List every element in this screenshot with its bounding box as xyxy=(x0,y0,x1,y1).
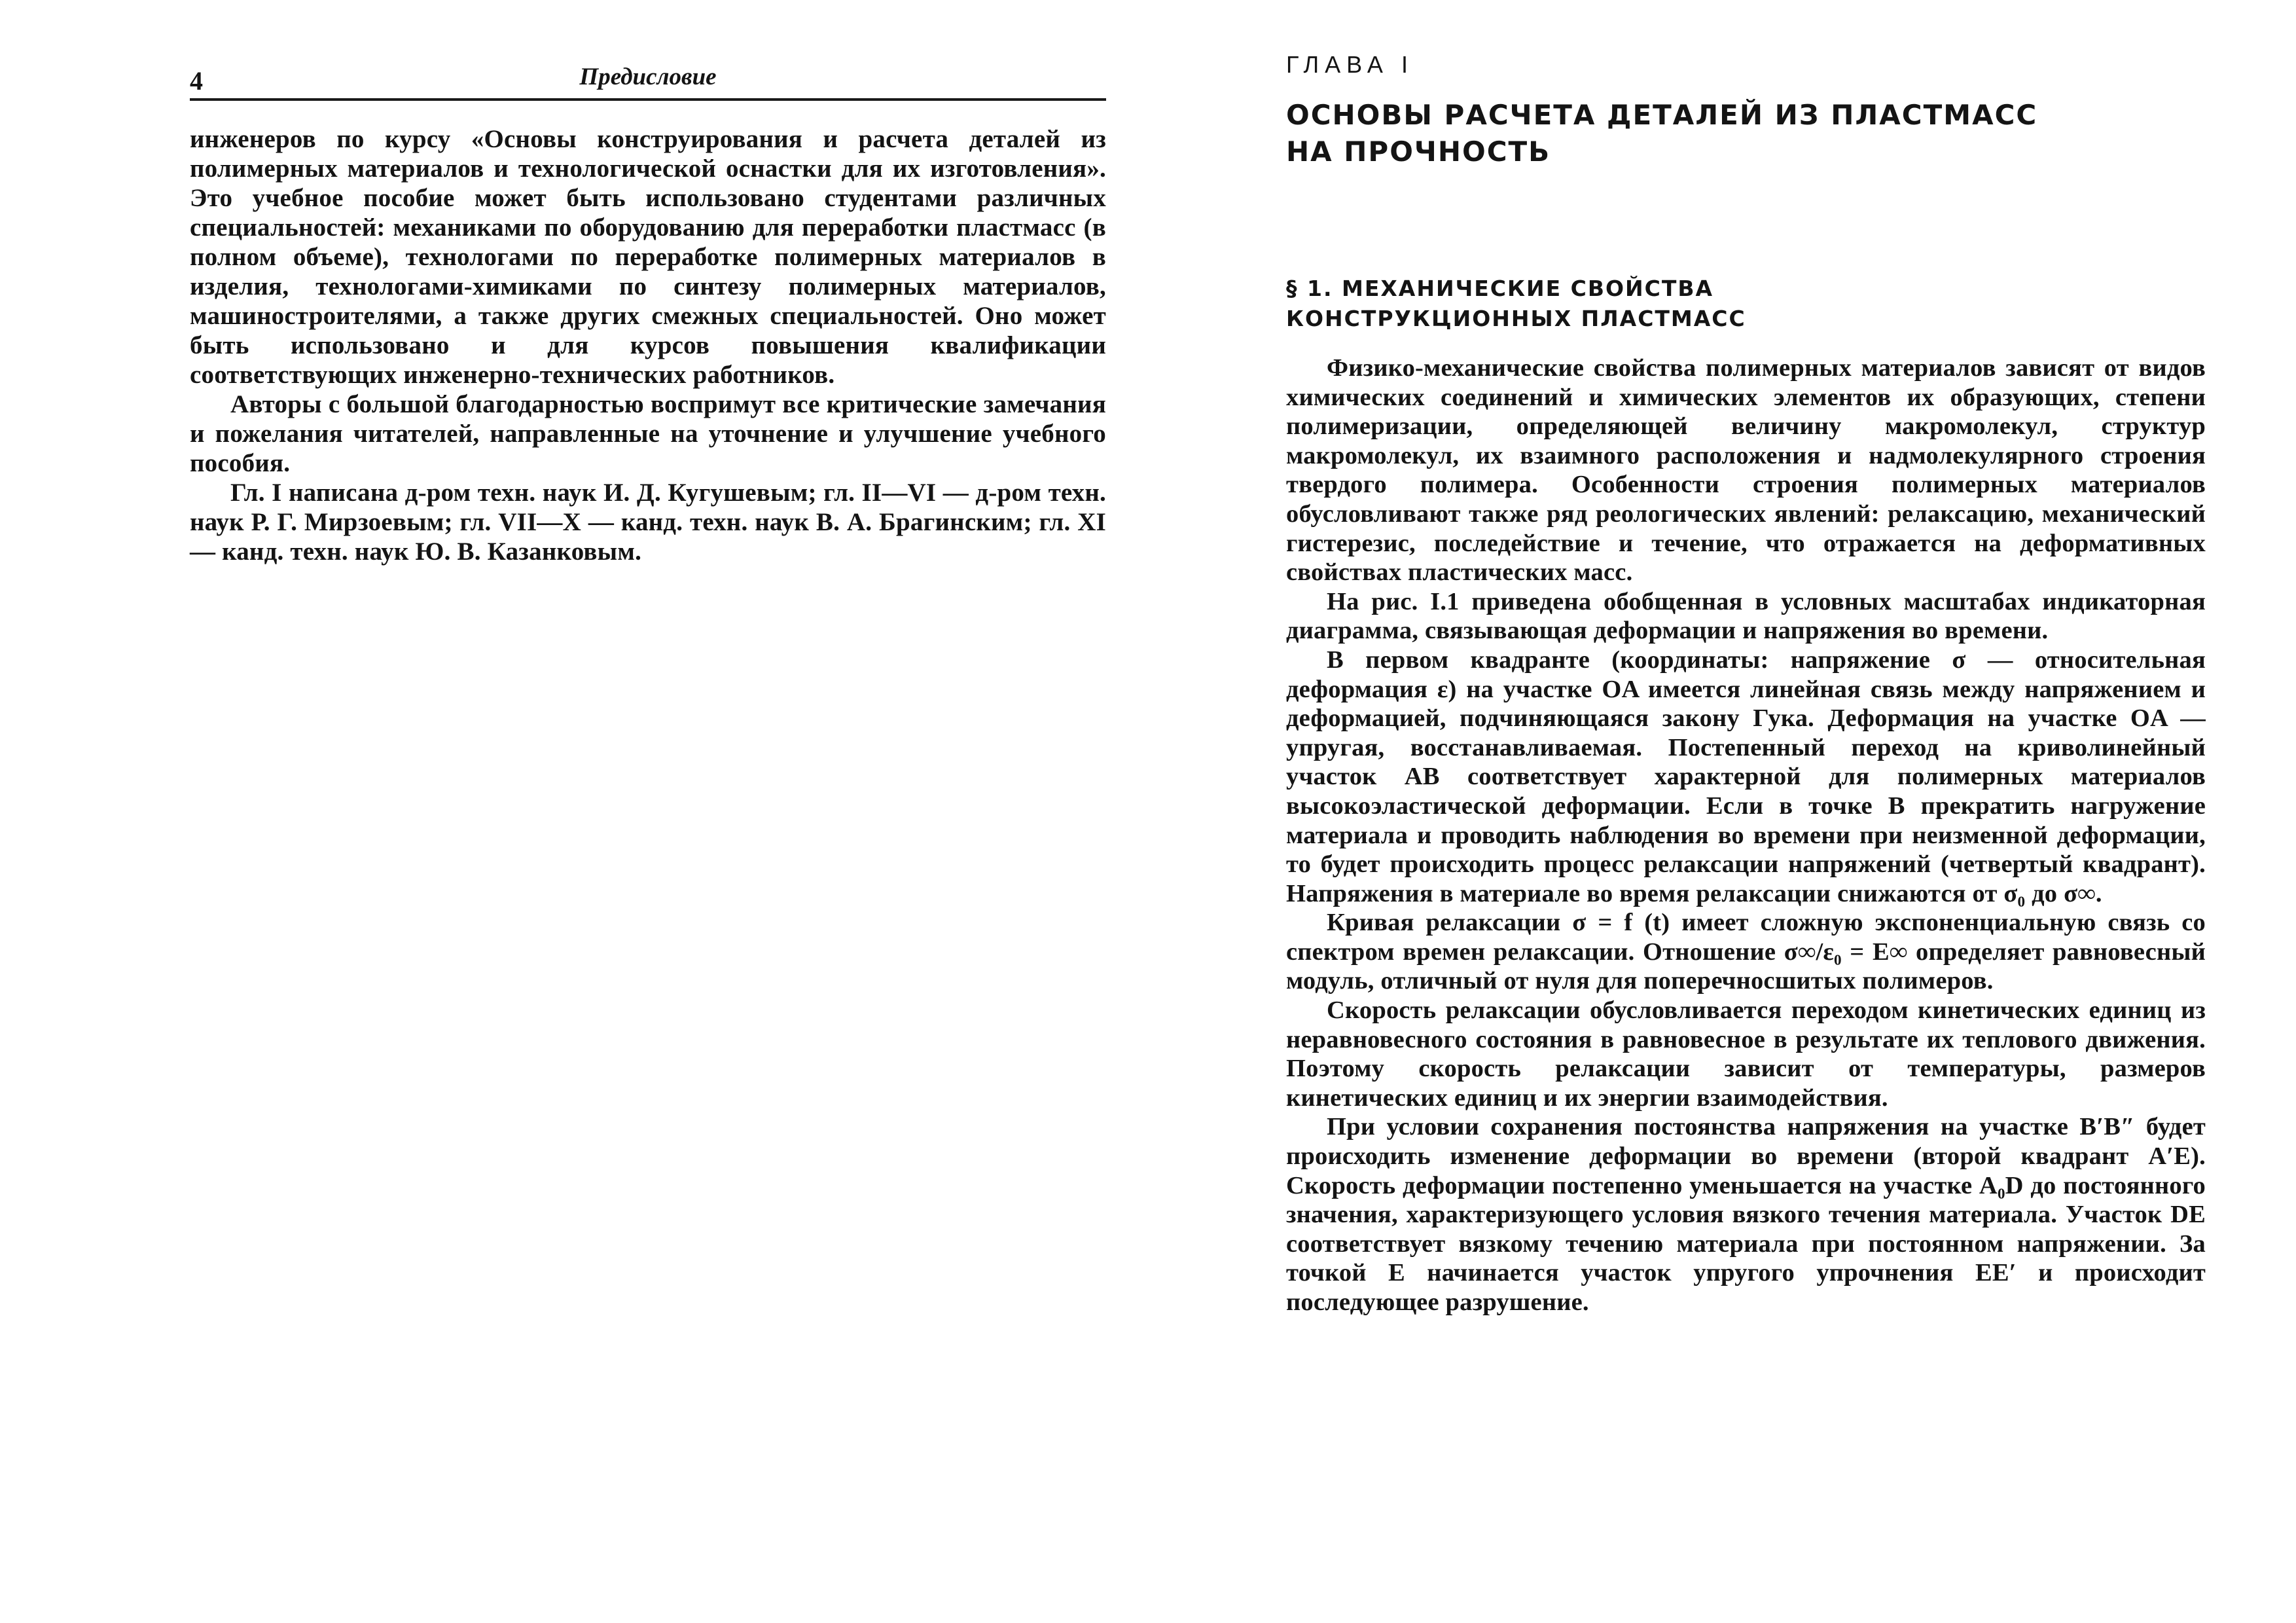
preface-paragraph: инженеров по курсу «Основы конструирования и расчета деталей из полимерных материалов и технологической оснастки для их изготовления». Это учебное пособие может быть использовано студентами различных специальностей: механиками по оборудованию для переработки пластмасс (в полном объеме), технологами по переработке полимерных материалов в изделия, технологами-химиками по синтезу полимерных материалов, машиностроителями, а также других смежных специальностей. Оно может быть использовано и для курсов повышения квалификации соответствующих инженерно-технических работников. xyxy=(190,125,1106,389)
preface-text xyxy=(190,124,1106,566)
chapter-label: ГЛАВА I xyxy=(1286,51,1414,78)
preface-paragraph: Гл. I написана д-ром техн. наук И. Д. Кугушевым; гл. II—VI — д-ром техн. наук Р. Г. Мирзоевым; гл. VII—X — канд. техн. наук В. А. Брагинским; гл. XI — канд. техн. наук Ю. В. Казанковым. xyxy=(190,479,1106,566)
section-title-line: § 1. МЕХАНИЧЕСКИЕ СВОЙСТВА xyxy=(1286,276,1714,301)
page-number: 4 xyxy=(190,66,203,96)
right-page xyxy=(1286,0,2206,1623)
running-title: Предисловие xyxy=(579,64,717,90)
section-title xyxy=(1286,274,2206,334)
body-paragraph: Скорость релаксации обусловливается переходом кинетических единиц из неравновесного состояния в равновесное в результате их теплового движения. Поэтому скорость релаксации зависит от температуры, размеров кинетических единиц и их энергии взаимодействия. xyxy=(1286,996,2206,1112)
body-paragraph: При условии сохранения постоянства напряжения на участке B′B″ будет происходить изменение деформации во времени (второй квадрант A′E). Скорость деформации постепенно уменьшается на участке A₀D до постоянного значения, характеризующего условия вязкого течения материала. Участок DE соответствует вязкому течению материала при постоянном напряжении. За точкой E начинается участок упругого упрочнения EE′ и происходит последующее разрушение. xyxy=(1286,1113,2206,1316)
body-paragraph: На рис. I.1 приведена обобщенная в условных масштабах индикаторная диаграмма, связывающая деформации и напряжения во времени. xyxy=(1286,587,2206,645)
section-title-line: КОНСТРУКЦИОННЫХ ПЛАСТМАСС xyxy=(1286,306,1746,331)
body-paragraph: Кривая релаксации σ = f (t) имеет сложную экспоненциальную связь со спектром времен релаксации. Отношение σ∞/ε₀ = E∞ определяет равновесный модуль, отличный от нуля для поперечносшитых полимеров. xyxy=(1286,909,2206,995)
body-paragraph: Физико-механические свойства полимерных материалов зависят от видов химических соединений и химических элементов их образующих, степени полимеризации, определяющей величину макромолекул, структур макромолекул, их взаимного расположения и надмолекулярного строения твердого полимера. Особенности строения полимерных материалов обусловливают также ряд реологических явлений: релаксацию, механический гистерезис, последействие и течение, что отражается на деформативных свойствах пластических масс. xyxy=(1286,354,2206,587)
section-body xyxy=(1286,354,2206,1317)
body-paragraph: В первом квадранте (координаты: напряжение σ — относительная деформация ε) на участке OA имеется линейная связь между напряжением и деформацией, подчиняющаяся закону Гука. Деформация на участке OA — упругая, восстанавливаемая. Постепенный переход на криволинейный участок AB соответствует характерной для полимерных материалов высокоэластической деформации. Если в точке B прекратить нагружение материала и проводить наблюдения во времени при неизменной деформации, то будет происходить процесс релаксации напряжений (четвертый квадрант). Напряжения в материале во время релаксации снижаются от σ₀ до σ∞. xyxy=(1286,646,2206,907)
running-head xyxy=(190,59,1106,101)
chapter-title-line: ОСНОВЫ РАСЧЕТА ДЕТАЛЕЙ ИЗ ПЛАСТМАСС xyxy=(1286,99,2038,131)
chapter-title-line: НА ПРОЧНОСТЬ xyxy=(1286,136,1551,168)
preface-paragraph: Авторы с большой благодарностью воспримут все критические замечания и пожелания читателей, направленные на уточнение и улучшение учебного пособия. xyxy=(190,390,1106,477)
left-page xyxy=(190,0,1106,1623)
chapter-title xyxy=(1286,97,2206,170)
